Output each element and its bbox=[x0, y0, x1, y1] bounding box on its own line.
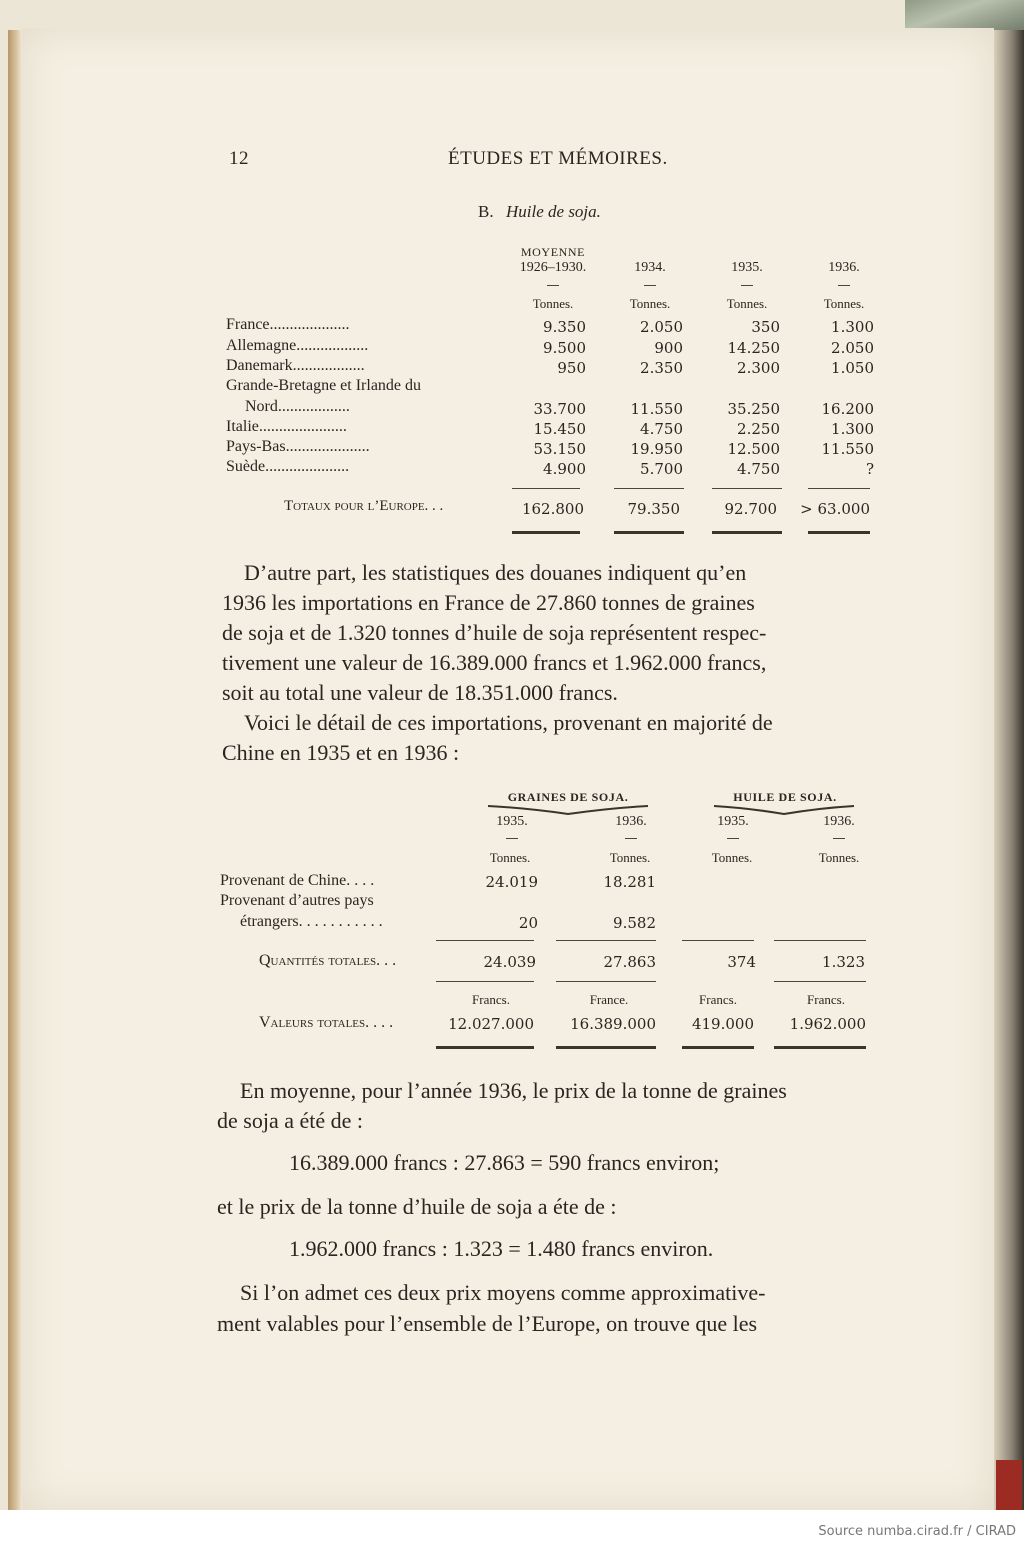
paragraph-huile-prix: et le prix de la tonne d’huile de soja a éte de : bbox=[217, 1194, 617, 1219]
table2-values-label: Valeurs totales. . . . bbox=[259, 1014, 394, 1031]
table2-col2-dash bbox=[727, 838, 739, 839]
table2-quantity: 27.863 bbox=[603, 953, 656, 971]
table1-col2-unit: Tonnes. bbox=[726, 296, 768, 311]
cell: 33.700 bbox=[533, 400, 586, 418]
formula-graines: 16.389.000 francs : 27.863 = 590 francs environ; bbox=[289, 1150, 720, 1175]
end-rule bbox=[808, 531, 870, 534]
cell: 950 bbox=[557, 359, 586, 377]
cell: ? bbox=[865, 460, 874, 478]
table2-group-graines: GRAINES DE SOJA. bbox=[507, 790, 629, 804]
table2-value: 16.389.000 bbox=[570, 1015, 656, 1033]
table2-col2-unit: Tonnes. bbox=[711, 850, 753, 865]
table1-title-letter: B. bbox=[478, 202, 494, 221]
leader-dots: .................. bbox=[277, 398, 350, 415]
table2-quantities-label: Quantités totales. . . bbox=[259, 952, 397, 969]
cell: 4.750 bbox=[737, 460, 780, 478]
table1-total: 162.800 bbox=[521, 500, 584, 518]
cell: 1.300 bbox=[831, 420, 874, 438]
subtotal-rule bbox=[774, 940, 866, 941]
running-title: ÉTUDES ET MÉMOIRES. bbox=[448, 148, 668, 169]
text-line: D’autre part, les statistiques des douanes indiquent qu’en bbox=[244, 560, 747, 585]
cell: 4.750 bbox=[640, 420, 683, 438]
book-left-edge bbox=[8, 30, 22, 1510]
table1-col1-dash bbox=[644, 285, 656, 286]
table2-col1-dash bbox=[625, 838, 637, 839]
table1-total: > 63.000 bbox=[800, 500, 870, 518]
table2-col1-label: 1936. bbox=[615, 814, 647, 829]
text-line: Voici le détail de ces importations, provenant en majorité de bbox=[244, 710, 773, 735]
table1-col3-label: 1936. bbox=[828, 260, 860, 275]
table2-quantity: 374 bbox=[727, 953, 756, 971]
cell: 5.700 bbox=[640, 460, 683, 478]
cell: 53.150 bbox=[533, 440, 586, 458]
cell: 9.350 bbox=[543, 318, 586, 336]
table1-total: 79.350 bbox=[627, 500, 680, 518]
cell: 900 bbox=[654, 339, 683, 357]
leader-dots: .................... bbox=[269, 316, 350, 333]
table2-col1-unit: Tonnes. bbox=[609, 850, 651, 865]
end-rule bbox=[436, 1046, 534, 1049]
table2-value-unit: Francs. bbox=[472, 992, 510, 1007]
text-line: ment valables pour l’ensemble de l’Europe, on trouve que les bbox=[217, 1311, 758, 1336]
row-label: Italie bbox=[226, 418, 259, 435]
row-label: Provenant d’autres pays bbox=[220, 892, 374, 909]
page-number: 12 bbox=[229, 148, 249, 169]
cell: 350 bbox=[751, 318, 780, 336]
source-credit: Source numba.cirad.fr / CIRAD bbox=[818, 1524, 1016, 1539]
table2-value: 12.027.000 bbox=[448, 1015, 534, 1033]
table2-col2-label: 1935. bbox=[717, 814, 749, 829]
book-right-edge bbox=[994, 30, 1024, 1510]
table1-col0-dash bbox=[547, 285, 559, 286]
row-label: Provenant de Chine. . . . bbox=[220, 872, 375, 889]
red-cover-mark bbox=[996, 1460, 1022, 1510]
table1-col2-label: 1935. bbox=[731, 260, 763, 275]
table2-value-unit: France. bbox=[589, 992, 629, 1007]
cell: 2.300 bbox=[737, 359, 780, 377]
cell: 4.900 bbox=[543, 460, 586, 478]
end-rule bbox=[512, 531, 580, 534]
subtotal-rule bbox=[556, 981, 656, 982]
cell: 35.250 bbox=[727, 400, 780, 418]
cell: 1.050 bbox=[831, 359, 874, 377]
text-line: 1936 les importations en France de 27.860 tonnes de graines bbox=[222, 590, 755, 615]
row-label: Allemagne bbox=[226, 337, 297, 354]
row-label: Danemark bbox=[226, 357, 293, 374]
table1-col0-top: MOYENNE bbox=[520, 245, 586, 259]
cell: 14.250 bbox=[727, 339, 780, 357]
table1-col0-unit: Tonnes. bbox=[532, 296, 574, 311]
table1-total: 92.700 bbox=[724, 500, 777, 518]
table2-col0-label: 1935. bbox=[496, 814, 528, 829]
table2-quantity: 1.323 bbox=[822, 953, 865, 971]
row-label: Suède bbox=[226, 458, 266, 475]
total-rule bbox=[512, 488, 580, 489]
total-rule bbox=[712, 488, 782, 489]
subtotal-rule bbox=[682, 940, 754, 941]
end-rule bbox=[682, 1046, 754, 1049]
cell: 9.582 bbox=[613, 914, 656, 932]
end-rule bbox=[712, 531, 782, 534]
subtotal-rule bbox=[774, 981, 866, 982]
cell: 24.019 bbox=[485, 873, 538, 891]
cell: 18.281 bbox=[603, 873, 656, 891]
cell: 11.550 bbox=[821, 440, 874, 458]
subtotal-rule bbox=[436, 940, 534, 941]
table2-value: 1.962.000 bbox=[789, 1015, 866, 1033]
table1-total-label: Totaux pour l’Europe. . . bbox=[284, 498, 444, 514]
cell: 2.250 bbox=[737, 420, 780, 438]
table1-col0-label: 1926–1930. bbox=[519, 260, 587, 275]
leader-dots: ...................... bbox=[258, 418, 347, 435]
cell: 12.500 bbox=[727, 440, 780, 458]
cell: 11.550 bbox=[630, 400, 683, 418]
row-label: Nord bbox=[245, 398, 278, 415]
row-label: Pays-Bas bbox=[226, 438, 286, 455]
table1-title: Huile de soja. bbox=[506, 202, 601, 221]
end-rule bbox=[556, 1046, 656, 1049]
leader-dots: .................. bbox=[296, 337, 369, 354]
cell: 1.300 bbox=[831, 318, 874, 336]
cell: 19.950 bbox=[630, 440, 683, 458]
table2-col3-label: 1936. bbox=[823, 814, 855, 829]
text-line: de soja a été de : bbox=[217, 1108, 363, 1133]
table2-value-unit: Francs. bbox=[807, 992, 845, 1007]
subtotal-rule bbox=[436, 981, 534, 982]
cell: 15.450 bbox=[533, 420, 586, 438]
leader-dots: ..................... bbox=[285, 438, 370, 455]
table1-col3-unit: Tonnes. bbox=[823, 296, 865, 311]
text-line: En moyenne, pour l’année 1936, le prix de la tonne de graines bbox=[240, 1078, 787, 1103]
table2-col3-unit: Tonnes. bbox=[818, 850, 860, 865]
end-rule bbox=[614, 531, 684, 534]
cell: 20 bbox=[518, 914, 538, 932]
total-rule bbox=[808, 488, 870, 489]
cell: 2.050 bbox=[831, 339, 874, 357]
table2-value-unit: Francs. bbox=[699, 992, 737, 1007]
cell: 9.500 bbox=[543, 339, 586, 357]
row-label-cont: étrangers. . . . . . . . . . . bbox=[240, 913, 383, 930]
table2-value: 419.000 bbox=[691, 1015, 754, 1033]
formula-huile: 1.962.000 francs : 1.323 = 1.480 francs environ. bbox=[289, 1236, 714, 1261]
text-line: Chine en 1935 et en 1936 : bbox=[222, 740, 460, 765]
cell: 2.350 bbox=[640, 359, 683, 377]
cell: 16.200 bbox=[821, 400, 874, 418]
table1-col1-unit: Tonnes. bbox=[629, 296, 671, 311]
text-line: Si l’on admet ces deux prix moyens comme approximative- bbox=[240, 1280, 766, 1305]
leader-dots: .................. bbox=[292, 357, 365, 374]
table1-col2-dash bbox=[741, 285, 753, 286]
table2-quantity: 24.039 bbox=[483, 953, 536, 971]
table1-col1-label: 1934. bbox=[634, 260, 666, 275]
end-rule bbox=[774, 1046, 866, 1049]
subtotal-rule bbox=[556, 940, 656, 941]
table2-col0-dash bbox=[506, 838, 518, 839]
table2-group-huile: HUILE DE SOJA. bbox=[733, 790, 837, 804]
text-line: soit au total une valeur de 18.351.000 francs. bbox=[222, 680, 618, 705]
leader-dots: ..................... bbox=[265, 458, 350, 475]
total-rule bbox=[614, 488, 684, 489]
table1-col3-dash bbox=[838, 285, 850, 286]
text-line: tivement une valeur de 16.389.000 francs et 1.962.000 francs, bbox=[222, 650, 767, 675]
cell: 2.050 bbox=[640, 318, 683, 336]
row-label: France bbox=[226, 316, 270, 333]
row-label: Grande-Bretagne et Irlande du bbox=[226, 377, 422, 394]
table2-col3-dash bbox=[833, 838, 845, 839]
text-line: de soja et de 1.320 tonnes d’huile de soja représentent respec- bbox=[222, 620, 767, 645]
table2-col0-unit: Tonnes. bbox=[489, 850, 531, 865]
